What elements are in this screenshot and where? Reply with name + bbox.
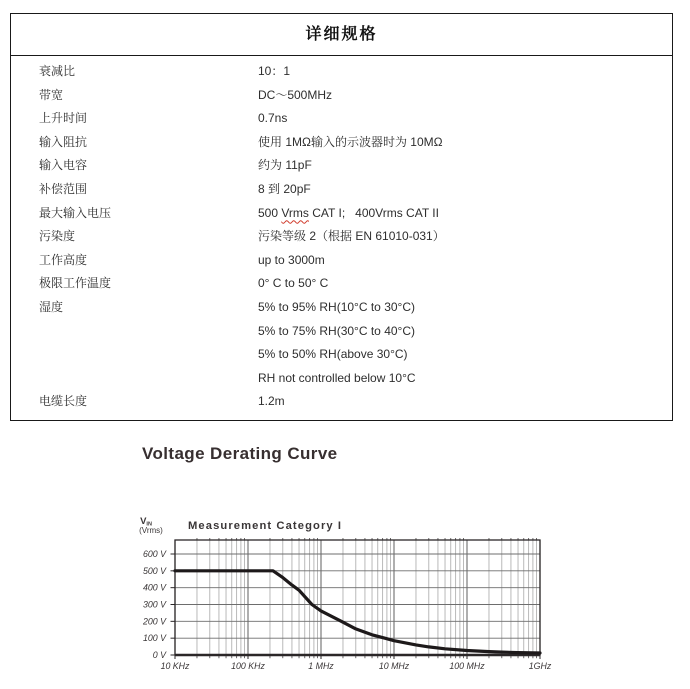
table-row <box>11 272 672 296</box>
y-tick-label: 200 V <box>143 616 166 627</box>
y-tick-label: 100 V <box>143 633 166 644</box>
row-value: 1.2m <box>258 394 285 409</box>
table-row <box>11 154 672 178</box>
row-value: 5% to 95% RH(10°C to 30°C) <box>258 299 415 314</box>
row-value: DC～500MHz <box>258 87 333 102</box>
row-value: 使用 1MΩ输入的示波器时为 10MΩ <box>258 134 443 149</box>
table-row <box>11 390 672 414</box>
row-label <box>11 320 258 344</box>
spellcheck-underline: Vrms <box>281 205 309 220</box>
x-tick-label: 1 MHz <box>308 661 334 671</box>
table-row <box>11 178 672 202</box>
y-axis-title: VIN <box>140 516 152 528</box>
row-value: up to 3000m <box>258 252 325 267</box>
row-label: 补偿范围 <box>39 181 88 196</box>
x-tick-label: 10 MHz <box>378 661 410 671</box>
spec-table-body <box>11 56 672 420</box>
row-label: 上升时间 <box>39 111 88 126</box>
row-label: 污染度 <box>39 229 76 244</box>
table-row <box>11 249 672 273</box>
row-value: 污染等级 2（根据 EN 61010-031） <box>258 229 445 244</box>
table-row <box>11 131 672 155</box>
y-tick-label: 0 V <box>152 650 166 660</box>
row-label: 最大输入电压 <box>39 205 112 220</box>
table-row <box>11 84 672 108</box>
row-value: 5% to 75% RH(30°C to 40°C) <box>258 323 415 338</box>
row-label <box>11 367 258 391</box>
spec-table <box>10 13 673 421</box>
y-tick-label: 500 V <box>143 565 166 576</box>
table-row <box>11 107 672 131</box>
spec-table-title: 详细规格 <box>11 14 672 56</box>
row-value: 8 到 20pF <box>258 181 311 196</box>
row-label: 极限工作温度 <box>39 276 112 291</box>
row-label: 湿度 <box>39 299 64 314</box>
row-value: 10：1 <box>258 64 291 78</box>
voltage-derating-chart <box>120 505 560 689</box>
row-value: 0° C to 50° C <box>258 276 329 291</box>
table-row <box>11 320 672 344</box>
y-tick-label: 300 V <box>143 599 166 610</box>
x-tick-label: 100 KHz <box>231 661 265 671</box>
section-title: Voltage Derating Curve <box>142 444 338 463</box>
chart-title: Measurement Category I <box>188 520 343 532</box>
table-row <box>11 367 672 391</box>
x-tick-label: 100 MHz <box>449 661 485 671</box>
table-row <box>11 60 672 84</box>
row-label: 工作高度 <box>39 252 88 267</box>
row-label: 输入电容 <box>39 158 88 173</box>
row-label: 衰减比 <box>39 64 76 78</box>
row-label <box>11 343 258 367</box>
row-value: 约为 11pF <box>258 158 312 173</box>
row-value: 500 Vrms CAT I; 400Vrms CAT II <box>258 205 439 220</box>
row-label: 输入阻抗 <box>39 134 88 149</box>
y-tick-label: 400 V <box>143 582 166 593</box>
derating-curve <box>175 571 540 653</box>
row-value: RH not controlled below 10°C <box>258 370 416 385</box>
row-value: 5% to 50% RH(above 30°C) <box>258 347 408 362</box>
row-value: 0.7ns <box>258 111 288 126</box>
table-row <box>11 202 672 226</box>
table-row <box>11 343 672 367</box>
table-row <box>11 225 672 249</box>
x-tick-label: 10 KHz <box>160 661 190 671</box>
table-row <box>11 296 672 320</box>
row-label: 电缆长度 <box>39 394 88 409</box>
y-axis-unit: (Vrms) <box>139 526 163 535</box>
y-tick-label: 600 V <box>143 549 166 559</box>
row-label: 带宽 <box>39 87 64 102</box>
x-tick-label: 1GHz <box>528 661 552 671</box>
